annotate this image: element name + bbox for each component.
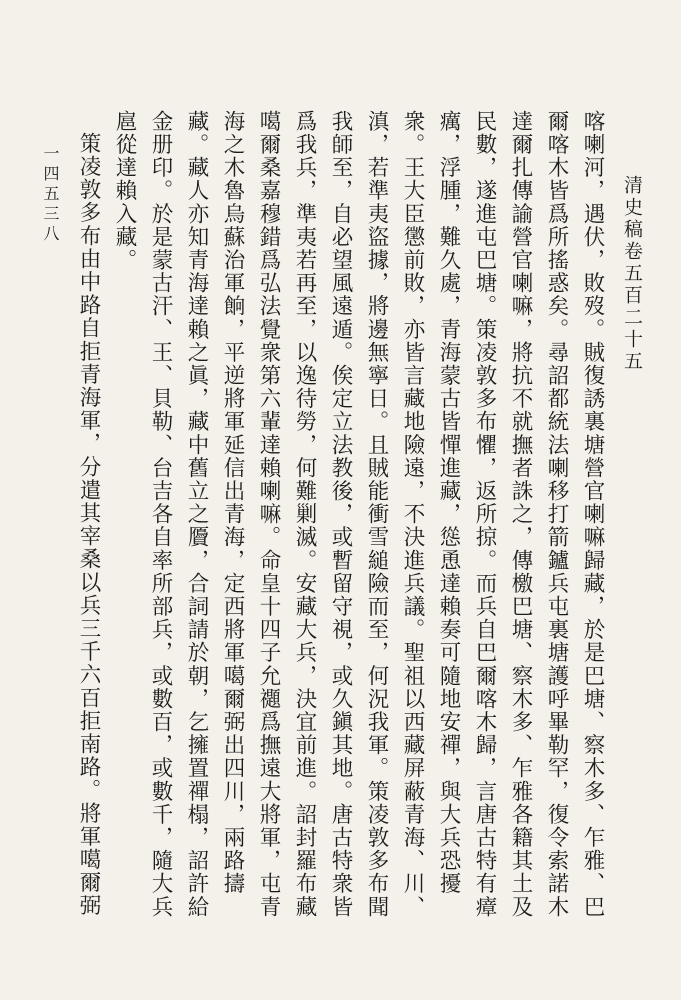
paragraph-1: 喀喇河，遇伏，敗歿。賊復誘裏塘營官喇嘛歸藏，於是巴塘、察木多、乍雅、巴爾喀木皆爲所搖惑矣。尋詔都統法喇移打箭鑪兵屯裏塘護呼畢勒罕，復令索諾木達爾扎傳諭營官喇嘛，將抗不就撫者誅之，傳檄巴塘、察木多、乍雅各籍其土及民數，遂進屯巴塘。策凌敦多布懼，返所掠。而兵自巴爾喀木歸，言唐古特有瘴癘，浮腫，難久處，青海蒙古皆憚進藏，慫恿達賴奏可隨地安禪，與大兵恐擾衆。王大臣懲前敗，亦皆言藏地險遠，不決進兵議。聖祖以西藏屏蔽青海、川、滇，若準夷盜據，將邊無寧日。且賊能衝雪縋險而至，何況我軍。策凌敦多布聞我師至，自必望風遠遁。俟定立法教後，或暫留守視，或久鎭其地。唐古特衆皆爲我兵，準夷若再至，以逸待勞，何難剿滅。安藏大兵，決宜前進。詔封羅布藏噶爾桑嘉穆錯爲弘法覺衆第六輩達賴喇嘛。命皇十四子允禵爲撫遠大將軍，屯青海之木魯烏蘇治軍餉，平逆將軍延信出青海，定西將軍噶爾弼出四川，兩路擣藏。藏人亦知青海達賴之眞，藏中舊立之贗，合詞請於朝，乞擁置禪榻，詔許給金册印。於是蒙古汗、王、貝勒、台吉各自率所部兵，或數百，或數千，隨大兵扈從達賴入藏。: [112, 110, 605, 919]
paragraph-2: 策凌敦多布由中路自拒青海軍，分遣其宰桑以兵三千六百拒南路。將軍噶爾弼: [76, 131, 101, 917]
running-title: 清史稿卷五百二十五: [621, 175, 643, 373]
page-number: 一四五三八: [41, 145, 60, 245]
body-text: [70, 110, 610, 930]
